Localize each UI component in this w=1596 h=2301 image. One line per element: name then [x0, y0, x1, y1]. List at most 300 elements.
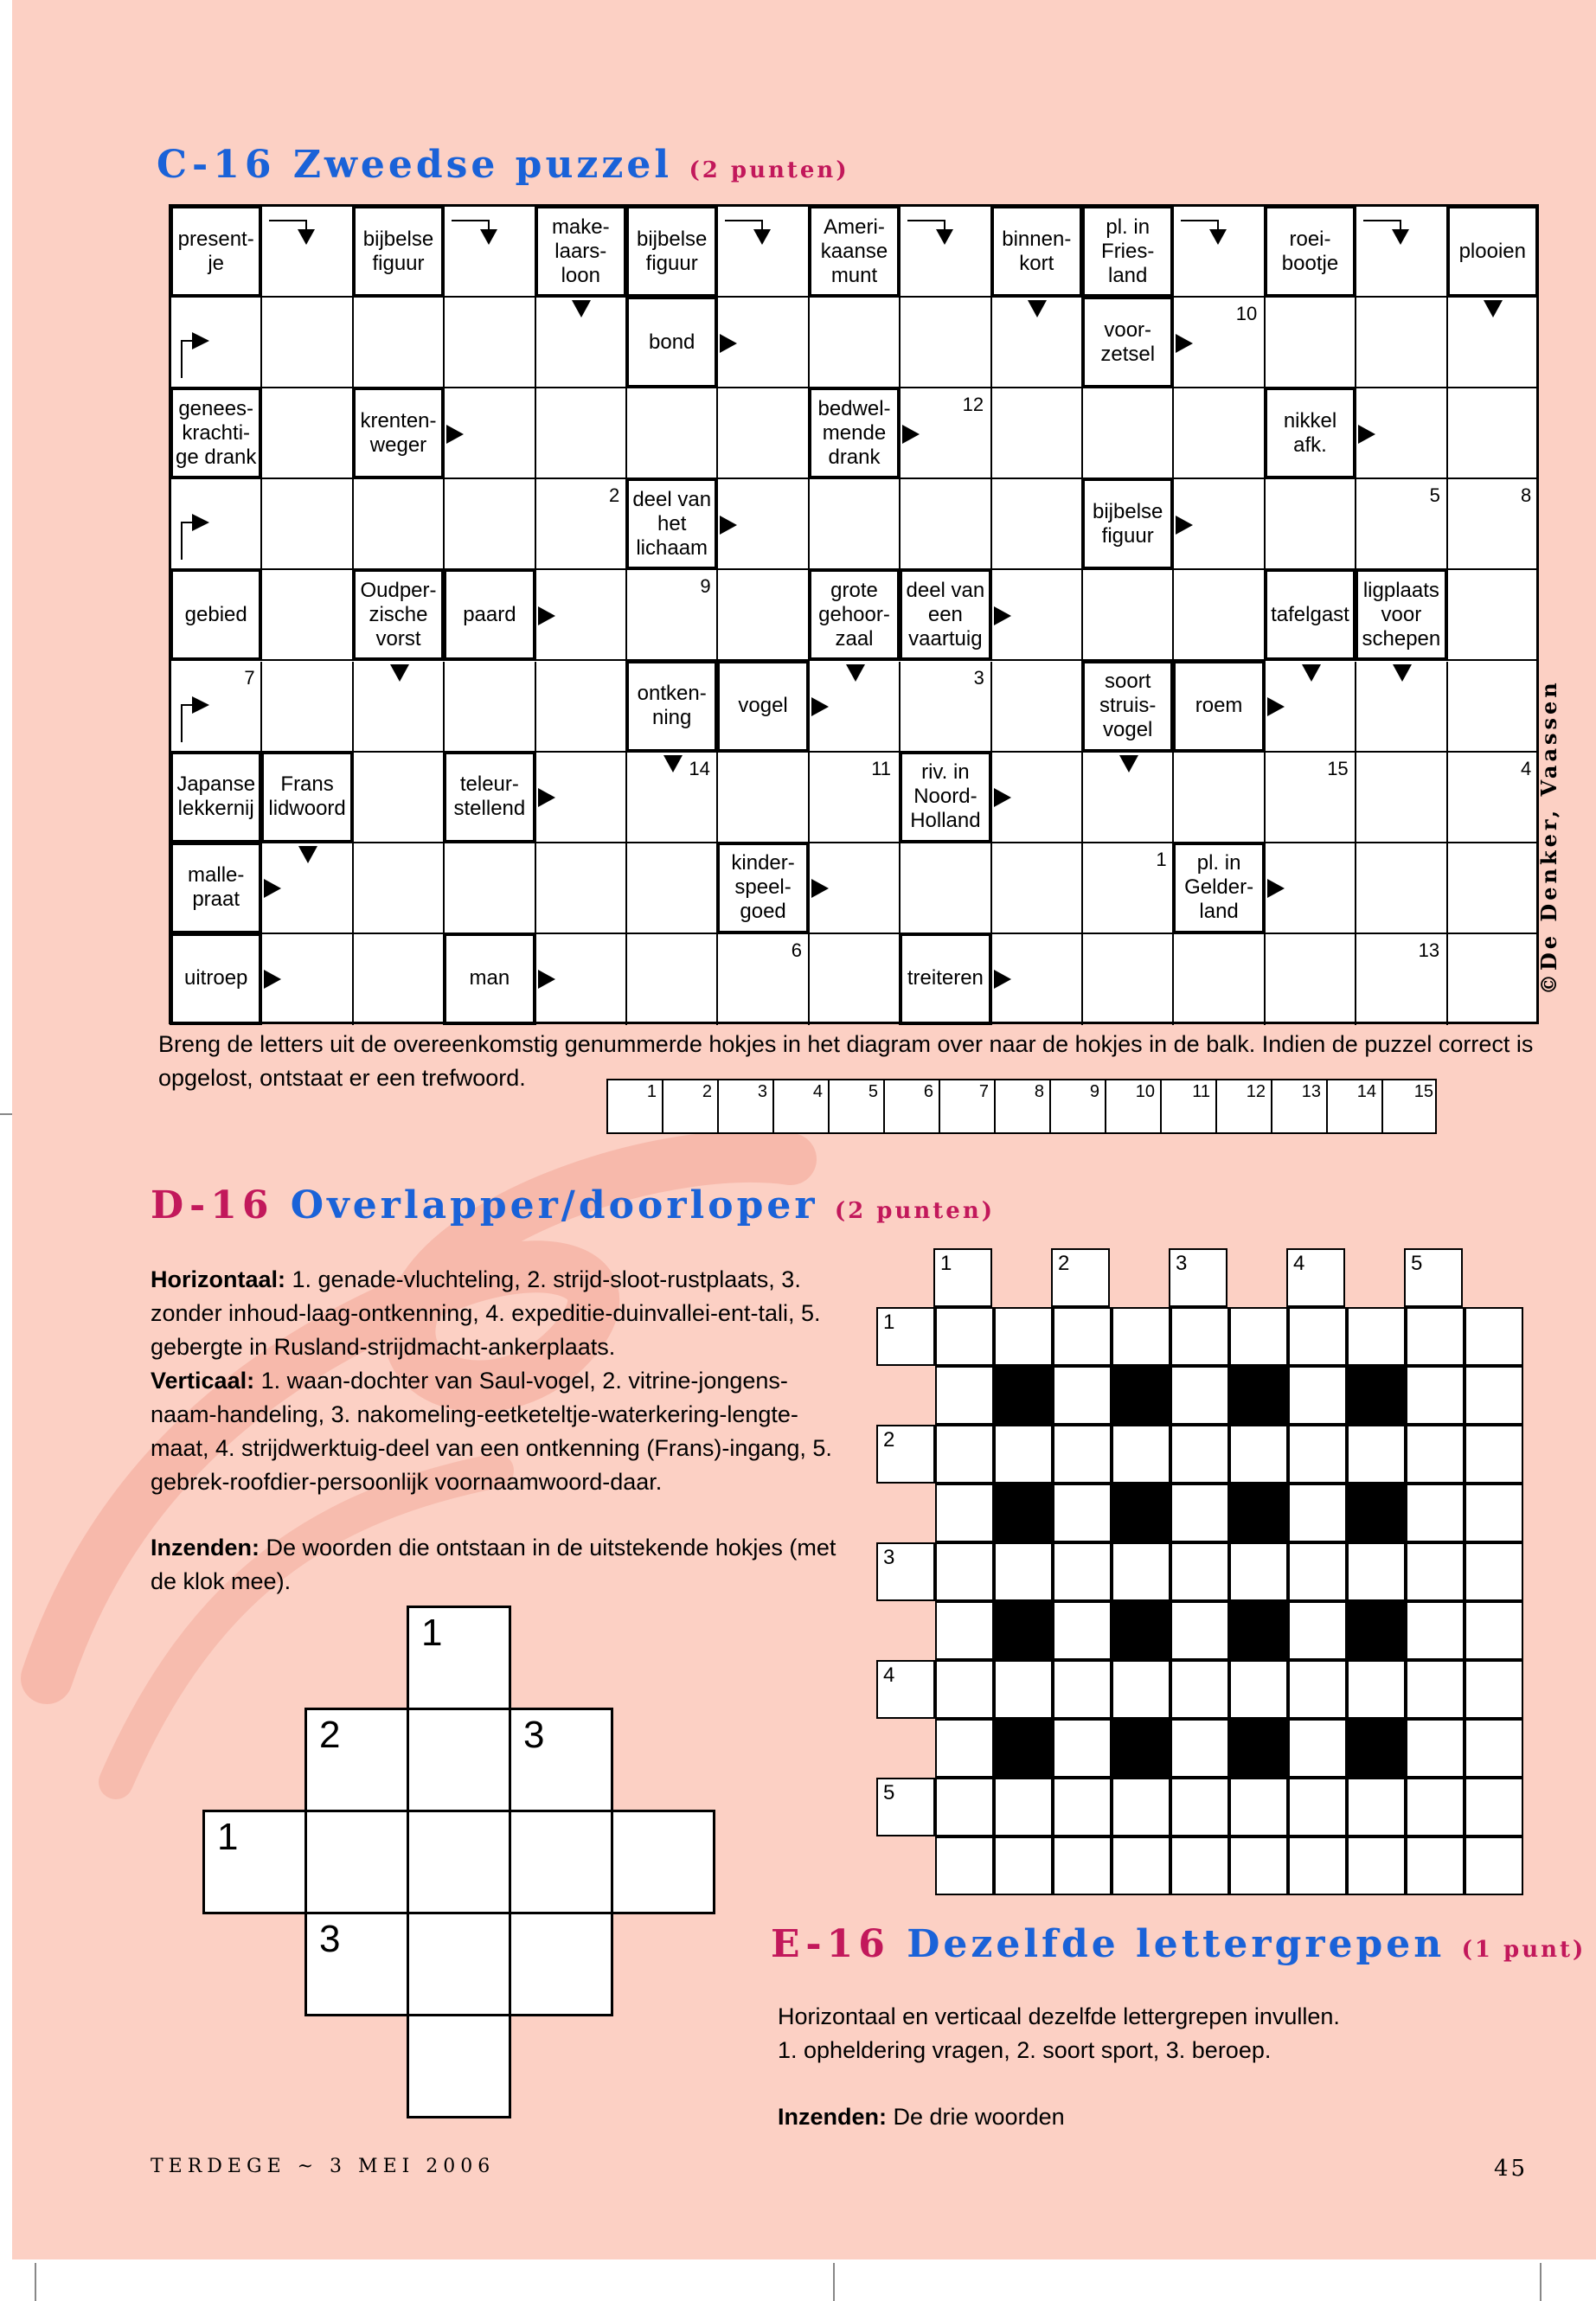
grid-cell[interactable] — [994, 1307, 1053, 1366]
solution-number: 1 — [646, 1082, 657, 1101]
black-cell — [1347, 1366, 1406, 1425]
clue-cell: ligplaats voor schepen — [1355, 568, 1447, 661]
grid-cell[interactable] — [1053, 1778, 1112, 1836]
cell-number: 3 — [973, 666, 984, 689]
syllable-cell[interactable] — [509, 1810, 613, 1914]
grid-cell[interactable] — [1170, 1719, 1229, 1778]
e16-send-label: Inzenden: — [778, 2104, 887, 2130]
cell-number: 4 — [1521, 757, 1532, 779]
solution-number: 4 — [812, 1082, 823, 1101]
grid-number: 3 — [883, 1546, 895, 1569]
arrow-down-icon — [1302, 664, 1321, 682]
arrow-down-icon — [298, 846, 317, 863]
grid-cell[interactable] — [1288, 1425, 1347, 1484]
grid-cell[interactable] — [1053, 1366, 1112, 1425]
answer-cell[interactable] — [627, 388, 718, 479]
black-cell — [1112, 1484, 1170, 1542]
cell-number: 14 — [689, 757, 710, 779]
answer-cell[interactable] — [445, 843, 535, 934]
clue-cell: make- laars- loon — [535, 205, 627, 298]
grid-cell[interactable] — [1347, 1542, 1406, 1601]
grid-cell[interactable] — [1170, 1484, 1229, 1542]
answer-cell[interactable] — [536, 388, 627, 479]
black-cell — [994, 1484, 1053, 1542]
answer-cell[interactable] — [262, 662, 353, 753]
grid-cell[interactable] — [1112, 1542, 1170, 1601]
grid-cell[interactable] — [1347, 1836, 1406, 1895]
grid-cell[interactable] — [935, 1366, 994, 1425]
clue-cell: pl. in Fries- land — [1081, 205, 1174, 298]
answer-cell[interactable] — [354, 479, 445, 570]
clue-cell: grote gehoor- zaal — [808, 568, 901, 661]
grid-cell[interactable] — [1406, 1542, 1465, 1601]
grid-cell[interactable] — [935, 1542, 994, 1601]
grid-cell[interactable] — [935, 1836, 994, 1895]
solution-number: 12 — [1246, 1082, 1266, 1101]
clue-cell: paard — [443, 568, 535, 661]
syllable-number: 2 — [319, 1714, 341, 1756]
answer-cell[interactable] — [1174, 388, 1265, 479]
grid-cell[interactable] — [1406, 1366, 1465, 1425]
d16-code: D-16 — [151, 1183, 274, 1227]
arrow-right-icon — [1267, 879, 1285, 898]
answer-cell[interactable] — [992, 662, 1083, 753]
grid-cell[interactable] — [1288, 1836, 1347, 1895]
e16-text — [778, 2000, 1556, 2067]
solution-number: 3 — [757, 1082, 767, 1101]
arrow-right-icon — [720, 334, 737, 353]
answer-cell[interactable] — [810, 934, 901, 1025]
grid-cell[interactable] — [935, 1601, 994, 1660]
cell-number: 7 — [244, 666, 255, 689]
arrow-down-icon — [1393, 664, 1412, 682]
e16-points: (1 punt) — [1461, 1937, 1586, 1963]
grid-cell[interactable] — [1406, 1601, 1465, 1660]
black-cell — [994, 1719, 1053, 1778]
crop-mark — [35, 2263, 36, 2301]
grid-cell[interactable] — [1288, 1366, 1347, 1425]
grid-cell[interactable] — [1229, 1778, 1288, 1836]
grid-cell[interactable] — [1053, 1484, 1112, 1542]
grid-cell[interactable] — [935, 1307, 994, 1366]
g16-code: C-16 — [157, 143, 277, 187]
grid-cell[interactable] — [1229, 1660, 1288, 1719]
clue-cell: bedwel- mende drank — [808, 387, 901, 479]
grid-cell[interactable] — [1053, 1425, 1112, 1484]
grid-cell[interactable] — [994, 1836, 1053, 1895]
grid-cell[interactable] — [1465, 1660, 1523, 1719]
syllable-cell[interactable] — [509, 1708, 613, 1812]
arrow-right-icon — [1176, 334, 1193, 353]
grid-cell[interactable] — [994, 1778, 1053, 1836]
cell-number: 2 — [609, 484, 620, 507]
clue-cell: krenten- weger — [352, 387, 445, 479]
solution-number: 11 — [1192, 1082, 1210, 1101]
black-cell — [994, 1601, 1053, 1660]
grid-cell[interactable] — [935, 1778, 994, 1836]
solution-cell[interactable] — [885, 1080, 940, 1132]
grid-cell[interactable] — [1288, 1307, 1347, 1366]
crop-mark — [1540, 2263, 1542, 2301]
grid-cell[interactable] — [1170, 1307, 1229, 1366]
grid-cell[interactable] — [1053, 1660, 1112, 1719]
e16-heading — [771, 1922, 1586, 1966]
answer-cell[interactable] — [992, 479, 1083, 570]
grid-cell[interactable] — [1170, 1542, 1229, 1601]
solution-number: 14 — [1356, 1082, 1376, 1101]
page-number: 45 — [1494, 2156, 1529, 2182]
answer-cell[interactable] — [1266, 934, 1356, 1025]
d16-clues — [151, 1263, 843, 1499]
black-cell — [1112, 1601, 1170, 1660]
swedish-puzzle-grid — [169, 204, 1539, 1024]
black-cell — [1229, 1366, 1288, 1425]
grid-cell[interactable] — [1112, 1660, 1170, 1719]
clue-cell: Frans lidwoord — [260, 751, 353, 843]
d16-title: Overlapper/doorloper — [290, 1183, 818, 1227]
answer-cell[interactable] — [901, 479, 991, 570]
bent-arrow-icon — [1179, 212, 1240, 251]
arrow-right-icon — [1176, 516, 1193, 535]
grid-cell[interactable] — [1347, 1660, 1406, 1719]
grid-cell[interactable] — [1406, 1307, 1465, 1366]
cell-number: 15 — [1327, 757, 1349, 779]
grid-cell[interactable] — [1347, 1778, 1406, 1836]
answer-cell[interactable] — [262, 570, 353, 661]
grid-cell[interactable] — [1112, 1425, 1170, 1484]
grid-cell[interactable] — [1170, 1836, 1229, 1895]
grid-cell[interactable] — [1288, 1601, 1347, 1660]
syllable-cell[interactable] — [407, 1708, 511, 1812]
grid-cell[interactable] — [1406, 1836, 1465, 1895]
protruding-cell-left[interactable] — [876, 1660, 935, 1719]
grid-cell[interactable] — [1170, 1660, 1229, 1719]
grid-cell[interactable] — [935, 1484, 994, 1542]
answer-cell[interactable] — [262, 479, 353, 570]
syllable-cell[interactable] — [407, 1606, 511, 1710]
answer-cell[interactable] — [354, 843, 445, 934]
d16-send-label: Inzenden: — [151, 1535, 260, 1561]
clue-cell: man — [443, 933, 535, 1025]
grid-cell[interactable] — [1465, 1307, 1523, 1366]
magazine-page — [12, 0, 1596, 2259]
clue-cell: plooien — [1446, 205, 1539, 298]
solution-bar — [606, 1079, 1437, 1134]
answer-cell[interactable] — [1083, 934, 1174, 1025]
bent-arrow-icon — [267, 212, 328, 251]
protruding-cell-top[interactable] — [1286, 1248, 1345, 1307]
arrow-down-icon — [663, 755, 683, 772]
clue-cell: voor- zetsel — [1081, 296, 1174, 388]
protruding-cell-left[interactable] — [876, 1778, 935, 1836]
protruding-cell-left[interactable] — [876, 1425, 935, 1484]
cell-number: 9 — [700, 575, 711, 598]
arrow-right-icon — [538, 970, 555, 989]
answer-cell[interactable] — [1356, 298, 1447, 388]
solution-cell[interactable] — [719, 1080, 774, 1132]
clue-cell: binnen- kort — [990, 205, 1083, 298]
answer-cell[interactable] — [262, 388, 353, 479]
grid-cell[interactable] — [1288, 1484, 1347, 1542]
crop-mark — [833, 2263, 835, 2301]
solution-cell[interactable] — [1383, 1080, 1439, 1132]
g16-title: Zweedse puzzel — [292, 143, 673, 187]
protruding-cell-top[interactable] — [933, 1248, 992, 1307]
arrow-down-icon — [1028, 300, 1047, 317]
syllable-cell[interactable] — [304, 1810, 409, 1914]
syllable-cell[interactable] — [407, 1912, 511, 2016]
clue-cell: genees- krachti- ge drank — [170, 387, 262, 479]
clue-cell: Oudper- zische vorst — [352, 568, 445, 661]
syllable-number: 1 — [421, 1612, 443, 1654]
grid-number: 3 — [1176, 1252, 1188, 1275]
syllable-cell[interactable] — [304, 1708, 409, 1812]
bent-arrow-icon — [723, 212, 784, 251]
answer-cell[interactable] — [445, 298, 535, 388]
syllable-cell[interactable] — [304, 1912, 409, 2016]
answer-cell[interactable] — [1174, 934, 1265, 1025]
solution-cell[interactable] — [1051, 1080, 1106, 1132]
protruding-cell-left[interactable] — [876, 1307, 935, 1366]
clue-cell: malle- praat — [170, 842, 262, 934]
clue-cell: gebied — [170, 568, 262, 661]
grid-cell[interactable] — [935, 1425, 994, 1484]
solution-cell[interactable] — [774, 1080, 830, 1132]
arrow-down-icon — [572, 300, 591, 317]
bent-arrow-icon — [906, 212, 966, 251]
bent-arrow-icon — [175, 512, 218, 564]
clue-cell: vogel — [716, 660, 809, 753]
solution-cell[interactable] — [1217, 1080, 1272, 1132]
grid-cell[interactable] — [1465, 1542, 1523, 1601]
answer-cell[interactable] — [901, 843, 991, 934]
d16-send-text: De woorden die ontstaan in de uitstekende hokjes (met de klok mee). — [151, 1535, 836, 1594]
grid-cell[interactable] — [1465, 1366, 1523, 1425]
arrow-right-icon — [994, 606, 1011, 625]
grid-cell[interactable] — [1406, 1484, 1465, 1542]
protruding-cell-top[interactable] — [1404, 1248, 1463, 1307]
answer-cell[interactable] — [1448, 388, 1539, 479]
cell-number: 5 — [1429, 484, 1440, 507]
grid-cell[interactable] — [994, 1542, 1053, 1601]
e16-send — [778, 2100, 1556, 2134]
solution-number: 5 — [868, 1082, 878, 1101]
clue-cell: bijbelse figuur — [625, 205, 718, 298]
answer-cell[interactable] — [262, 298, 353, 388]
clue-cell: ontken- ning — [625, 660, 718, 753]
grid-cell[interactable] — [1465, 1484, 1523, 1542]
cell-number: 1 — [1156, 848, 1167, 870]
grid-cell[interactable] — [994, 1660, 1053, 1719]
grid-cell[interactable] — [1406, 1425, 1465, 1484]
grid-number: 1 — [940, 1252, 952, 1275]
answer-cell[interactable] — [536, 662, 627, 753]
grid-cell[interactable] — [1465, 1425, 1523, 1484]
grid-cell[interactable] — [1229, 1307, 1288, 1366]
grid-cell[interactable] — [1347, 1307, 1406, 1366]
syllable-number: 1 — [217, 1816, 239, 1858]
black-cell — [1347, 1601, 1406, 1660]
grid-number: 4 — [1293, 1252, 1305, 1275]
bent-arrow-icon — [1362, 212, 1422, 251]
solution-cell[interactable] — [940, 1080, 996, 1132]
grid-number: 4 — [883, 1663, 895, 1687]
syllable-cell[interactable] — [407, 1810, 511, 1914]
grid-cell[interactable] — [1112, 1307, 1170, 1366]
grid-cell[interactable] — [1170, 1366, 1229, 1425]
copyright-text: ©De Denker, Vaassen — [1536, 679, 1561, 995]
solution-number: 2 — [702, 1082, 712, 1101]
solution-cell[interactable] — [663, 1080, 719, 1132]
solution-cell[interactable] — [1272, 1080, 1328, 1132]
grid-cell[interactable] — [994, 1425, 1053, 1484]
solution-cell[interactable] — [1328, 1080, 1383, 1132]
protruding-cell-left[interactable] — [876, 1542, 935, 1601]
answer-cell[interactable] — [1448, 934, 1539, 1025]
answer-cell[interactable] — [1356, 753, 1447, 843]
grid-cell[interactable] — [1465, 1719, 1523, 1778]
clue-cell: bijbelse figuur — [352, 205, 445, 298]
grid-cell[interactable] — [1170, 1425, 1229, 1484]
grid-cell[interactable] — [1053, 1836, 1112, 1895]
answer-cell[interactable] — [1448, 570, 1539, 661]
cell-number: 12 — [962, 394, 984, 416]
answer-cell[interactable] — [992, 388, 1083, 479]
grid-cell[interactable] — [935, 1719, 994, 1778]
answer-cell[interactable] — [1356, 843, 1447, 934]
bent-arrow-icon — [175, 330, 218, 382]
bent-arrow-icon — [175, 695, 218, 747]
grid-number: 5 — [1411, 1252, 1423, 1275]
d16-points: (2 punten) — [834, 1198, 996, 1224]
answer-cell[interactable] — [627, 843, 718, 934]
answer-cell[interactable] — [718, 388, 809, 479]
answer-cell[interactable] — [445, 662, 535, 753]
grid-cell[interactable] — [1406, 1719, 1465, 1778]
answer-cell[interactable] — [1083, 388, 1174, 479]
answer-cell[interactable] — [536, 843, 627, 934]
grid-cell[interactable] — [1170, 1778, 1229, 1836]
grid-cell[interactable] — [1112, 1778, 1170, 1836]
answer-cell[interactable] — [718, 570, 809, 661]
answer-cell[interactable] — [810, 479, 901, 570]
arrow-right-icon — [1267, 697, 1285, 716]
solution-cell[interactable] — [996, 1080, 1051, 1132]
solution-cell[interactable] — [830, 1080, 885, 1132]
clue-cell: pl. in Gelder- land — [1172, 842, 1265, 934]
cell-number: 13 — [1418, 939, 1440, 961]
clue-cell: kinder- speel- goed — [716, 842, 809, 934]
d16-heading — [151, 1183, 995, 1227]
solution-number: 7 — [978, 1082, 989, 1101]
clue-cell: uitroep — [170, 933, 262, 1025]
grid-cell[interactable] — [1112, 1836, 1170, 1895]
grid-cell[interactable] — [1170, 1601, 1229, 1660]
grid-cell[interactable] — [1288, 1542, 1347, 1601]
e16-send-text: De drie woorden — [887, 2104, 1065, 2130]
solution-cell[interactable] — [1106, 1080, 1162, 1132]
answer-cell[interactable] — [1448, 662, 1539, 753]
answer-cell[interactable] — [1083, 570, 1174, 661]
answer-cell[interactable] — [445, 479, 535, 570]
grid-cell[interactable] — [1229, 1542, 1288, 1601]
grid-cell[interactable] — [1053, 1542, 1112, 1601]
grid-cell[interactable] — [1288, 1778, 1347, 1836]
d16-vertical-label: Verticaal: — [151, 1368, 255, 1394]
e16-text2: 1. opheldering vragen, 2. soort sport, 3. beroep. — [778, 2037, 1272, 2063]
grid-cell[interactable] — [935, 1660, 994, 1719]
answer-cell[interactable] — [1174, 570, 1265, 661]
arrow-down-icon — [390, 664, 409, 682]
syllable-cell[interactable] — [509, 1912, 613, 2016]
arrow-right-icon — [720, 516, 737, 535]
grid-cell[interactable] — [1406, 1778, 1465, 1836]
answer-cell[interactable] — [627, 934, 718, 1025]
protruding-cell-top[interactable] — [1051, 1248, 1110, 1307]
answer-cell[interactable] — [901, 298, 991, 388]
grid-cell[interactable] — [1229, 1836, 1288, 1895]
answer-cell[interactable] — [718, 753, 809, 843]
grid-number: 2 — [1058, 1252, 1070, 1275]
grid-number: 1 — [883, 1311, 895, 1334]
syllable-cell[interactable] — [611, 1810, 715, 1914]
black-cell — [1347, 1719, 1406, 1778]
syllable-cell[interactable] — [202, 1810, 307, 1914]
protruding-cell-top[interactable] — [1169, 1248, 1227, 1307]
solution-cell[interactable] — [608, 1080, 663, 1132]
grid-cell[interactable] — [1465, 1601, 1523, 1660]
answer-cell[interactable] — [354, 753, 445, 843]
grid-cell[interactable] — [1465, 1778, 1523, 1836]
black-cell — [1229, 1719, 1288, 1778]
crop-mark — [0, 1113, 12, 1115]
arrow-right-icon — [264, 879, 281, 898]
answer-cell[interactable] — [1266, 298, 1356, 388]
answer-cell[interactable] — [1266, 479, 1356, 570]
grid-cell[interactable] — [1406, 1660, 1465, 1719]
clue-cell: deel van een vaartuig — [899, 568, 991, 661]
d16-send — [151, 1531, 843, 1599]
clue-cell: deel van het lichaam — [625, 478, 718, 570]
grid-cell[interactable] — [1288, 1660, 1347, 1719]
d16-horizontal-text: 1. genade-vluchteling, 2. strijd-sloot-rustplaats, 3. zonder inhoud-laag-ontkenning, 4. expeditie-duinvallei-ent-tali, 5. gebergte in Rusland-strijdmacht-ankerplaats. — [151, 1266, 821, 1360]
grid-cell[interactable] — [1053, 1719, 1112, 1778]
grid-cell[interactable] — [1347, 1425, 1406, 1484]
overlapper-grid — [881, 1248, 1547, 1897]
solution-number: 13 — [1301, 1082, 1321, 1101]
grid-cell[interactable] — [1465, 1836, 1523, 1895]
grid-cell[interactable] — [1288, 1719, 1347, 1778]
footer-issue: TERDEGE ~ 3 MEI 2006 — [151, 2156, 496, 2177]
answer-cell[interactable] — [354, 934, 445, 1025]
grid-cell[interactable] — [1053, 1601, 1112, 1660]
grid-cell[interactable] — [1229, 1425, 1288, 1484]
answer-cell[interactable] — [992, 843, 1083, 934]
syllable-number: 3 — [523, 1714, 545, 1756]
d16-vertical-text: 1. waan-dochter van Saul-vogel, 2. vitrine-jongens-naam-handeling, 3. nakomeling-eetketeltje-waterkering-lengte-maat, 4. strijdwerktuig-deel van een ontkenning (Frans)-ingang, 5. gebrek-roofdier-persoonlijk voornaamwoord-daar. — [151, 1368, 832, 1495]
grid-number: 5 — [883, 1781, 895, 1804]
grid-cell[interactable] — [1053, 1307, 1112, 1366]
clue-cell: treiteren — [899, 933, 991, 1025]
syllable-cell[interactable] — [407, 2014, 511, 2118]
answer-cell[interactable] — [810, 298, 901, 388]
answer-cell[interactable] — [1448, 843, 1539, 934]
answer-cell[interactable] — [354, 298, 445, 388]
solution-cell[interactable] — [1162, 1080, 1217, 1132]
answer-cell[interactable] — [1174, 753, 1265, 843]
black-cell — [1229, 1601, 1288, 1660]
clue-cell: teleur- stellend — [443, 751, 535, 843]
